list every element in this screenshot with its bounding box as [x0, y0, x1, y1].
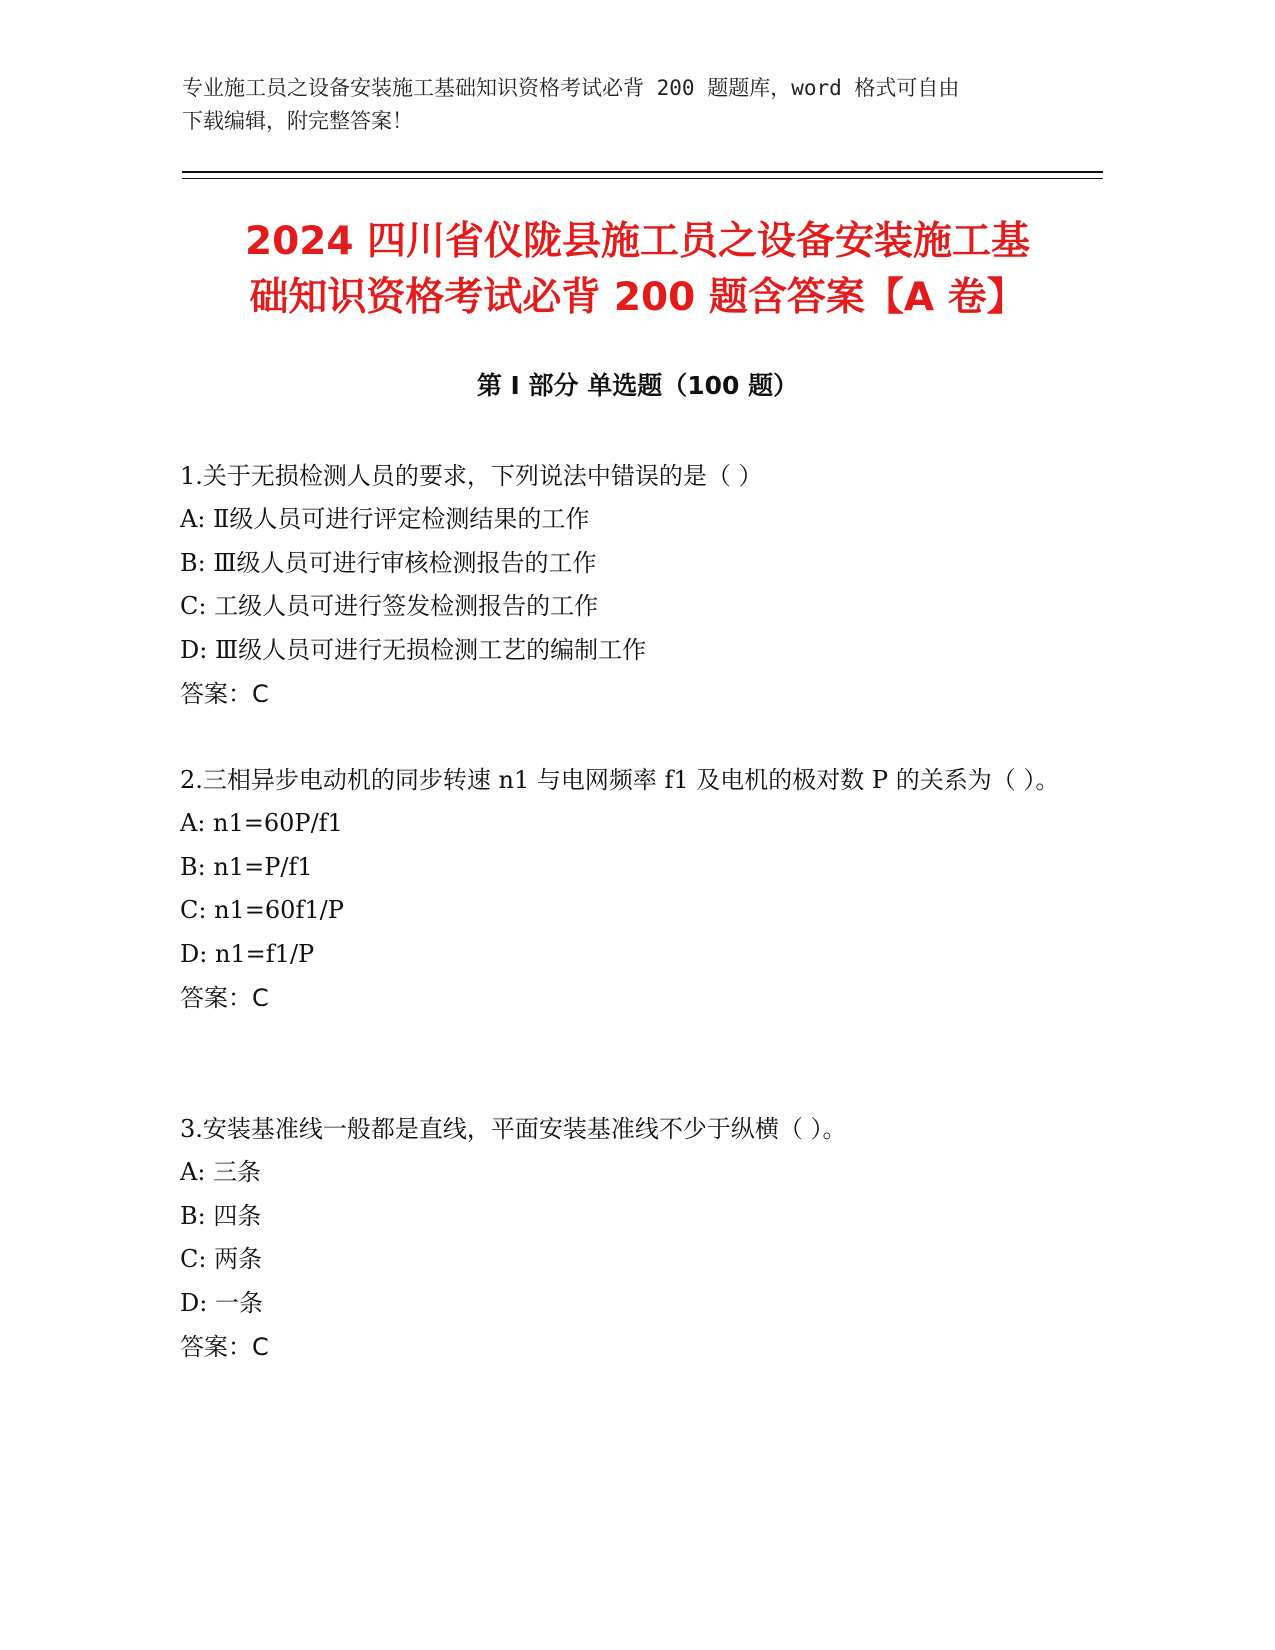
option-c: C: 工级人员可进行签发检测报告的工作	[180, 592, 599, 620]
question-2	[180, 758, 1060, 1020]
document-title	[150, 214, 1125, 326]
option-a: A: n1=60P/f1	[180, 809, 343, 837]
header-divider-thick	[182, 171, 1103, 173]
option-c: C: n1=60f1/P	[180, 896, 344, 924]
option-b: B: Ⅲ级人员可进行审核检测报告的工作	[180, 548, 597, 577]
header-divider-thin	[182, 178, 1103, 179]
header-note-line-2: 下载编辑，附完整答案！	[182, 109, 413, 133]
header-note	[182, 72, 1082, 138]
answer-line: 答案：C	[180, 1333, 269, 1361]
answer-line: 答案：C	[180, 984, 269, 1012]
document-title-line-1: 2024 四川省仪陇县施工员之设备安装施工基	[244, 219, 1031, 264]
option-d: D: 一条	[180, 1288, 263, 1317]
section-title: 第 I 部分 单选题（100 题）	[476, 371, 799, 400]
question-stem: 2.三相异步电动机的同步转速 n1 与电网频率 f1 及电机的极对数 P 的关系为（ ）。	[180, 766, 1060, 794]
option-a: A: 三条	[180, 1158, 262, 1186]
option-c: C: 两条	[180, 1245, 263, 1273]
header-note-line-1: 专业施工员之设备安装施工基础知识资格考试必背 200 题题库，word 格式可自由	[182, 76, 960, 100]
question-3	[180, 1107, 1060, 1369]
question-stem: 1.关于无损检测人员的要求，下列说法中错误的是（ ）	[180, 462, 763, 490]
question-stem: 3.安装基准线一般都是直线，平面安装基准线不少于纵横（ ）。	[180, 1115, 847, 1143]
option-b: B: 四条	[180, 1201, 262, 1230]
option-d: D: Ⅲ级人员可进行无损检测工艺的编制工作	[180, 635, 647, 664]
option-b: B: n1=P/f1	[180, 852, 313, 881]
option-d: D: n1=f1/P	[180, 939, 315, 968]
question-1	[180, 454, 1060, 716]
option-a: A: Ⅱ级人员可进行评定检测结果的工作	[180, 505, 590, 533]
document-title-line-2: 础知识资格考试必背 200 题含答案【A 卷】	[249, 275, 1026, 320]
answer-line: 答案：C	[180, 680, 269, 708]
